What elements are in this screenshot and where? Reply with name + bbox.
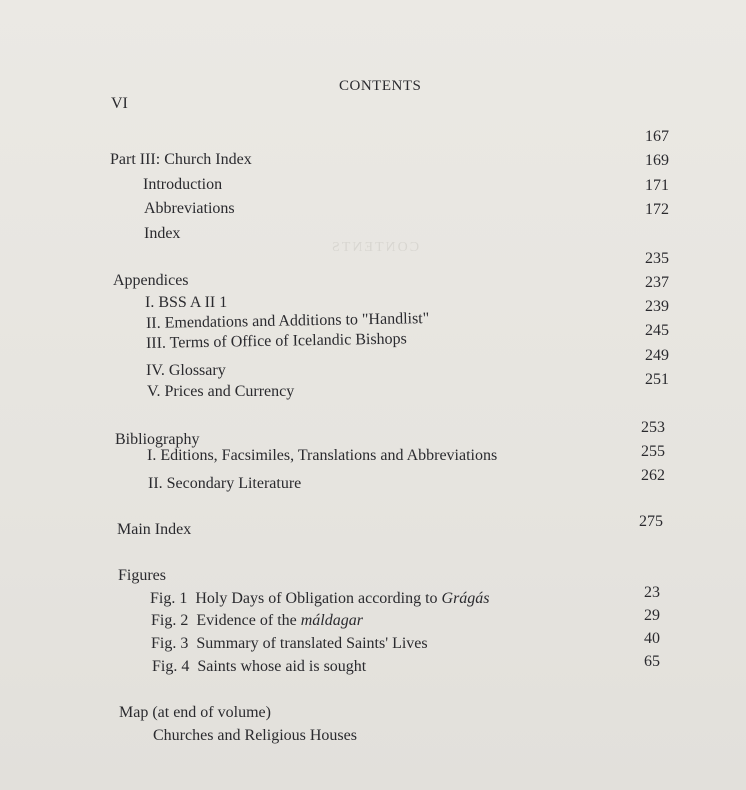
toc-entry-figure-4 bbox=[152, 657, 366, 677]
figure-title: Evidence of the bbox=[196, 612, 301, 629]
page-ref: 275 bbox=[639, 513, 663, 530]
toc-entry-appendix-4: IV. Glossary bbox=[146, 362, 226, 379]
page-ref: 255 bbox=[641, 443, 665, 460]
figure-label: Fig. 2 bbox=[151, 612, 189, 629]
toc-entry-figure-2 bbox=[151, 611, 363, 631]
page-ref: 249 bbox=[645, 347, 669, 364]
toc-entry-appendix-2: II. Emendations and Additions to "Handlist" bbox=[145, 310, 430, 332]
toc-entry-map: Churches and Religious Houses bbox=[153, 727, 357, 744]
page-ref: 65 bbox=[644, 653, 660, 670]
page-ref: 29 bbox=[644, 607, 660, 624]
figure-label: Fig. 4 bbox=[152, 658, 190, 675]
toc-entry-appendix-1: I. BSS A II 1 bbox=[145, 294, 228, 311]
page-ref: 171 bbox=[645, 177, 669, 194]
page-ref: 235 bbox=[645, 250, 669, 267]
figure-title-italic: Grágás bbox=[441, 590, 490, 607]
toc-entry-bibliography-2: II. Secondary Literature bbox=[148, 475, 302, 492]
toc-entry-figure-3 bbox=[151, 634, 428, 654]
page-ref: 172 bbox=[645, 201, 669, 218]
toc-entry-index: Index bbox=[144, 225, 181, 242]
toc-entry-introduction: Introduction bbox=[143, 176, 223, 193]
show-through-text: CONTENTS bbox=[330, 240, 420, 255]
section-title-main-index: Main Index bbox=[117, 521, 192, 538]
page-ref: 167 bbox=[645, 128, 669, 145]
section-title-map: Map (at end of volume) bbox=[119, 704, 271, 721]
toc-entry-appendix-3: III. Terms of Office of Icelandic Bishops bbox=[145, 330, 407, 352]
toc-entry-figure-1 bbox=[150, 589, 490, 609]
page-ref: 239 bbox=[645, 298, 669, 315]
figure-title: Saints whose aid is sought bbox=[197, 658, 367, 675]
page-ref: 237 bbox=[645, 274, 669, 291]
page-ref: 262 bbox=[641, 467, 665, 484]
section-title-church-index: Part III: Church Index bbox=[110, 151, 252, 168]
figure-title: Holy Days of Obligation according to bbox=[195, 590, 442, 607]
running-header-title: CONTENTS bbox=[339, 78, 422, 94]
page-ref: 245 bbox=[645, 322, 669, 339]
figure-title: Summary of translated Saints' Lives bbox=[196, 635, 428, 652]
page-ref: 23 bbox=[644, 584, 660, 601]
figure-title-italic: máldagar bbox=[300, 612, 363, 629]
figure-label: Fig. 3 bbox=[151, 635, 189, 652]
page-ref: 169 bbox=[645, 152, 669, 169]
section-title-appendices: Appendices bbox=[113, 272, 189, 289]
toc-entry-appendix-5: V. Prices and Currency bbox=[147, 383, 295, 400]
page-ref: 40 bbox=[644, 630, 660, 647]
section-title-figures: Figures bbox=[118, 567, 166, 584]
toc-entry-bibliography-1: I. Editions, Facsimiles, Translations and Abbreviations bbox=[147, 447, 498, 464]
page-ref: 253 bbox=[641, 419, 665, 436]
figure-label: Fig. 1 bbox=[150, 590, 188, 607]
page-number: VI bbox=[111, 95, 128, 112]
toc-entry-abbreviations: Abbreviations bbox=[144, 200, 235, 217]
section-title-bibliography: Bibliography bbox=[115, 431, 200, 448]
page-ref: 251 bbox=[645, 371, 669, 388]
